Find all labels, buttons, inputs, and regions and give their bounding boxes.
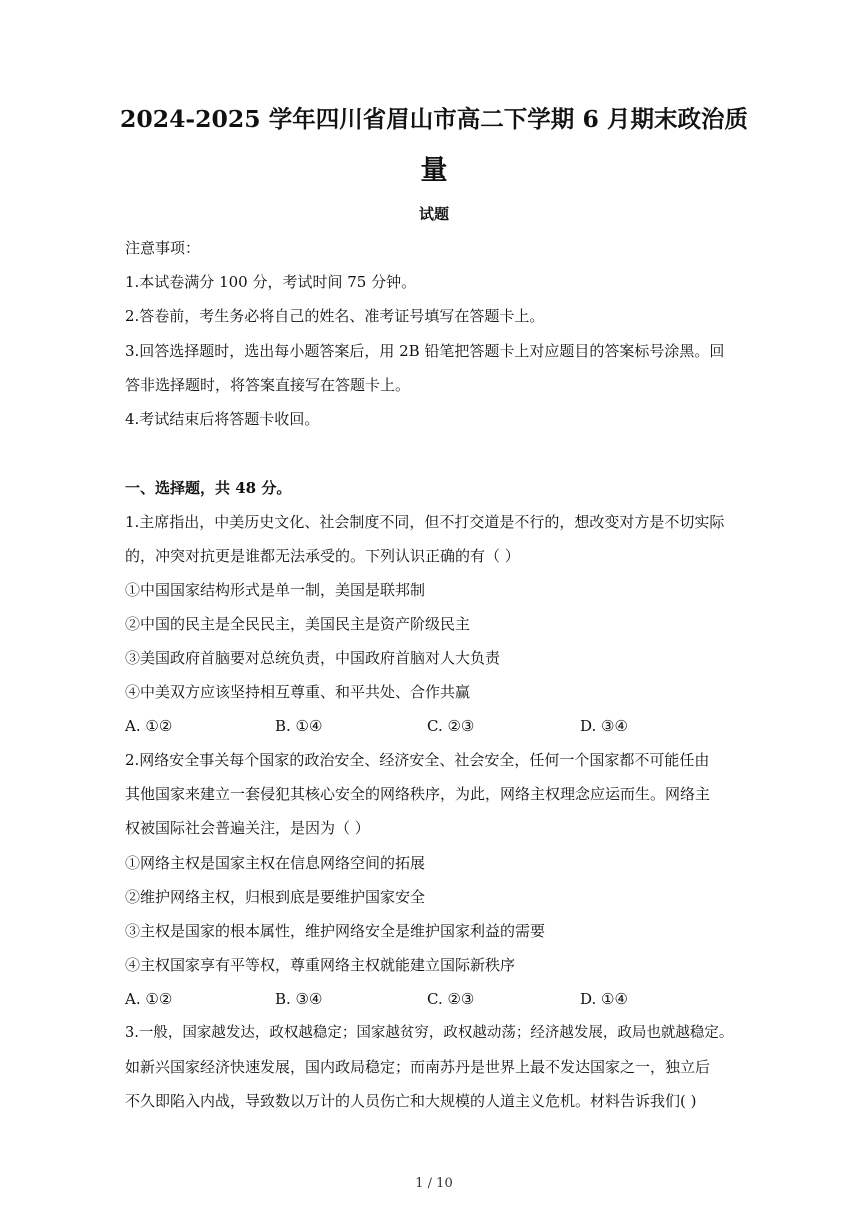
question-stem: 权被国际社会普遍关注，是因为（ ） <box>125 819 370 837</box>
document-title-line2: 量 <box>420 155 448 186</box>
question-statement: ④中美双方应该坚持相互尊重、和平共处、合作共赢 <box>125 683 471 701</box>
question-statement: ④主权国家享有平等权，尊重网络主权就能建立国际新秩序 <box>125 956 516 974</box>
answer-option: A. ①② <box>125 717 173 735</box>
answer-option: A. ①② <box>125 990 173 1008</box>
answer-option: D. ①④ <box>580 990 628 1008</box>
question-statement: ③主权是国家的根本属性，维护网络安全是维护国家利益的需要 <box>125 922 546 940</box>
answer-option: B. ③④ <box>275 990 323 1008</box>
question-stem: 3.一般，国家越发达，政权越稳定；国家越贫穷，政权越动荡；经济越发展，政局也就越稳定。 <box>125 1025 734 1041</box>
question-stem: 如新兴国家经济快速发展，国内政局稳定；而南苏丹是世界上最不发达国家之一，独立后 <box>125 1058 711 1076</box>
note-item: 1.本试卷满分 100 分，考试时间 75 分钟。 <box>125 273 417 291</box>
question-statement: ③美国政府首脑要对总统负责，中国政府首脑对人大负责 <box>125 649 501 667</box>
page-number: 1 / 10 <box>415 1176 453 1191</box>
note-item: 2.答卷前，考生务必将自己的姓名、准考证号填写在答题卡上。 <box>125 307 545 325</box>
answer-option: C. ②③ <box>427 717 475 735</box>
note-item: 4.考试结束后将答题卡收回。 <box>125 410 320 428</box>
question-statement: ②中国的民主是全民民主，美国民主是资产阶级民主 <box>125 615 471 633</box>
question-statement: ①中国国家结构形式是单一制，美国是联邦制 <box>125 581 426 599</box>
notes-heading: 注意事项： <box>125 239 201 257</box>
note-item: 答非选择题时，将答案直接写在答题卡上。 <box>125 376 411 394</box>
note-item: 3.回答选择题时，选出每小题答案后，用 2B 铅笔把答题卡上对应题目的答案标号涂黑。回 <box>125 342 725 360</box>
document-title-line1: 2024-2025 学年四川省眉山市高二下学期 6 月期末政治质 <box>120 105 748 133</box>
question-stem: 的，冲突对抗更是谁都无法承受的。下列认识正确的有（ ） <box>125 547 520 565</box>
question-statement: ②维护网络主权，归根到底是要维护国家安全 <box>125 888 426 906</box>
question-stem: 不久即陷入内战，导致数以万计的人员伤亡和大规模的人道主义危机。材料告诉我们( ) <box>125 1092 697 1110</box>
question-stem: 其他国家来建立一套侵犯其核心安全的网络秩序，为此，网络主权理念应运而生。网络主 <box>125 785 711 803</box>
question-stem: 2.网络安全事关每个国家的政治安全、经济安全、社会安全，任何一个国家都不可能任由 <box>125 751 710 769</box>
question-stem: 1.主席指出，中美历史文化、社会制度不同，但不打交道是不行的，想改变对方是不切实际 <box>125 513 725 531</box>
section-heading: 一、选择题，共 48 分。 <box>125 479 292 497</box>
answer-option: D. ③④ <box>580 717 628 735</box>
answer-option: B. ①④ <box>275 717 323 735</box>
question-statement: ①网络主权是国家主权在信息网络空间的拓展 <box>125 854 426 872</box>
document-subtitle: 试题 <box>418 205 449 223</box>
answer-option: C. ②③ <box>427 990 475 1008</box>
